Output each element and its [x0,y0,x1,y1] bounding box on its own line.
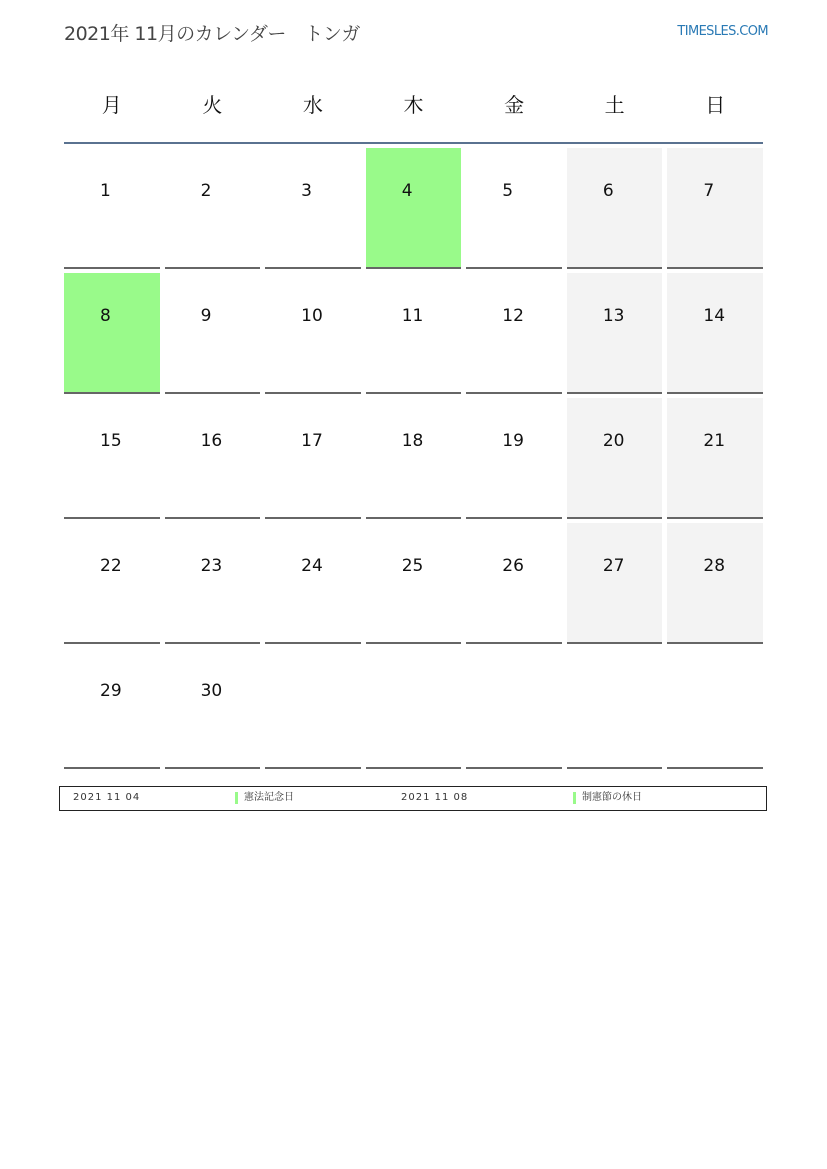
day-number: 4 [401,181,413,201]
day-cell [64,648,160,769]
day-cell [165,398,261,519]
day-number: 25 [401,556,424,576]
day-cell [466,398,562,519]
day-number: 10 [301,306,323,326]
day-cell [667,523,763,644]
day-cell [165,273,261,394]
weekday-header [64,82,763,144]
day-cell [64,523,160,644]
day-number: 14 [703,306,726,326]
day-number: 19 [502,431,524,451]
day-cell [466,273,562,394]
day-cell [567,523,663,644]
day-cell [366,398,462,519]
day-cell [567,273,663,394]
day-number: 22 [100,556,122,576]
day-cell [165,523,261,644]
day-number: 17 [301,431,323,451]
day-number: 29 [100,681,122,701]
day-cell [466,148,562,269]
weekday-mon: 月 [101,93,122,117]
holiday-date: 2021 11 04 [73,792,141,803]
day-number: 9 [200,306,212,326]
week-row [64,523,763,648]
day-cell [265,398,361,519]
day-cell [64,148,160,269]
day-cell [667,148,763,269]
holiday-legend [59,786,767,811]
day-cell-empty [567,648,663,769]
day-cell [366,273,462,394]
holiday-name: 制憲節の休日 [573,792,642,804]
day-cell [165,148,261,269]
day-number: 11 [401,306,424,326]
weekday-thu: 木 [403,93,424,117]
day-number: 8 [100,306,111,326]
day-number: 12 [502,306,524,326]
site-link[interactable]: TIMESLES.COM [677,24,768,39]
day-cell-holiday [366,148,462,269]
day-number: 1 [100,181,111,201]
day-number: 23 [200,556,223,576]
day-cell [667,273,763,394]
weekday-sat: 土 [604,93,625,117]
holiday-date: 2021 11 08 [401,792,469,803]
weekday-wed: 水 [302,93,323,117]
weekday-sun: 日 [705,93,726,117]
week-row [64,273,763,398]
day-number: 7 [703,181,715,201]
day-number: 28 [703,556,726,576]
day-number: 15 [100,431,122,451]
day-number: 6 [602,181,614,201]
week-row [64,398,763,523]
day-cell-empty [265,648,361,769]
holiday-name: 憲法記念日 [235,792,294,804]
day-cell-holiday [64,273,160,394]
day-number: 2 [200,181,212,201]
day-number: 5 [502,181,514,201]
calendar-weeks [64,148,763,773]
week-row [64,148,763,273]
day-cell [265,273,361,394]
day-cell [265,148,361,269]
week-row [64,648,763,773]
day-cell [165,648,261,769]
day-number: 24 [301,556,323,576]
day-number: 13 [602,306,625,326]
day-cell [466,523,562,644]
day-number: 30 [200,681,223,701]
day-number: 21 [703,431,726,451]
day-cell-empty [466,648,562,769]
weekday-tue: 火 [202,93,223,117]
weekday-fri: 金 [504,93,525,117]
day-cell [567,398,663,519]
day-number: 16 [200,431,223,451]
day-number: 20 [602,431,625,451]
day-number: 3 [301,181,312,201]
day-cell [64,398,160,519]
calendar-grid [64,82,763,773]
day-number: 26 [502,556,524,576]
day-cell [567,148,663,269]
day-number: 27 [602,556,625,576]
day-cell [667,398,763,519]
day-cell-empty [366,648,462,769]
day-number: 18 [401,431,424,451]
day-cell [366,523,462,644]
day-cell-empty [667,648,763,769]
page-title: 2021年 11月のカレンダー トンガ [64,23,360,45]
day-cell [265,523,361,644]
